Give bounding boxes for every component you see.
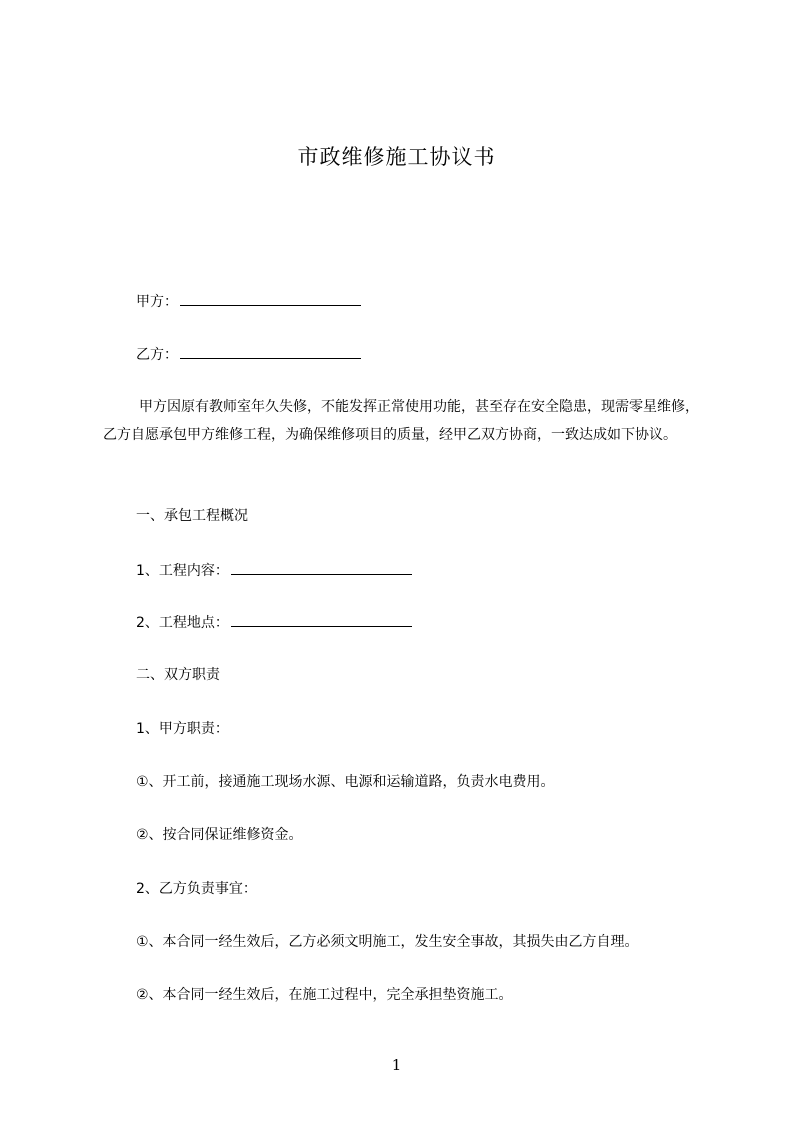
party-a-duty-item-1: ①、开工前，接通施工现场水源、电源和运输道路，负责水电费用。 [136, 774, 555, 790]
party-b-blank-field [180, 344, 361, 359]
work-content-line [136, 560, 412, 581]
party-b-duties-heading: 2、乙方负责事宜： [136, 881, 257, 897]
party-b-duty-item-2: ②、本合同一经生效后，在施工过程中，完全承担垫资施工。 [136, 987, 513, 1003]
work-content-blank-field [231, 560, 412, 575]
work-location-label: 2、工程地点： [136, 615, 229, 631]
work-location-blank-field [231, 612, 412, 627]
work-location-line [136, 612, 412, 633]
document-title: 市政维修施工协议书 [297, 145, 496, 169]
party-a-duties-heading: 1、甲方职责： [136, 721, 229, 737]
intro-paragraph: 甲方因原有教师室年久失修，不能发挥正常使用功能，甚至存在安全隐患，现需零星维修，乙方自愿承包甲方维修工程，为确保维修项目的质量，经甲乙双方协商，一致达成如下协议。 [103, 399, 699, 443]
party-b-label: 乙方： [136, 347, 178, 363]
party-a-label: 甲方： [136, 294, 178, 310]
party-a-duty-item-2: ②、按合同保证维修资金。 [136, 827, 303, 843]
section-1-heading: 一、承包工程概况 [136, 508, 248, 524]
party-b-duty-item-1: ①、本合同一经生效后，乙方必须文明施工，发生安全事故，其损失由乙方自理。 [136, 934, 639, 950]
party-a-blank-field [180, 291, 361, 306]
section-2-heading: 二、双方职责 [136, 667, 220, 683]
page-number: 1 [391, 1056, 402, 1074]
party-a-line [136, 291, 361, 312]
party-b-line [136, 344, 361, 365]
work-content-label: 1、工程内容： [136, 563, 229, 579]
